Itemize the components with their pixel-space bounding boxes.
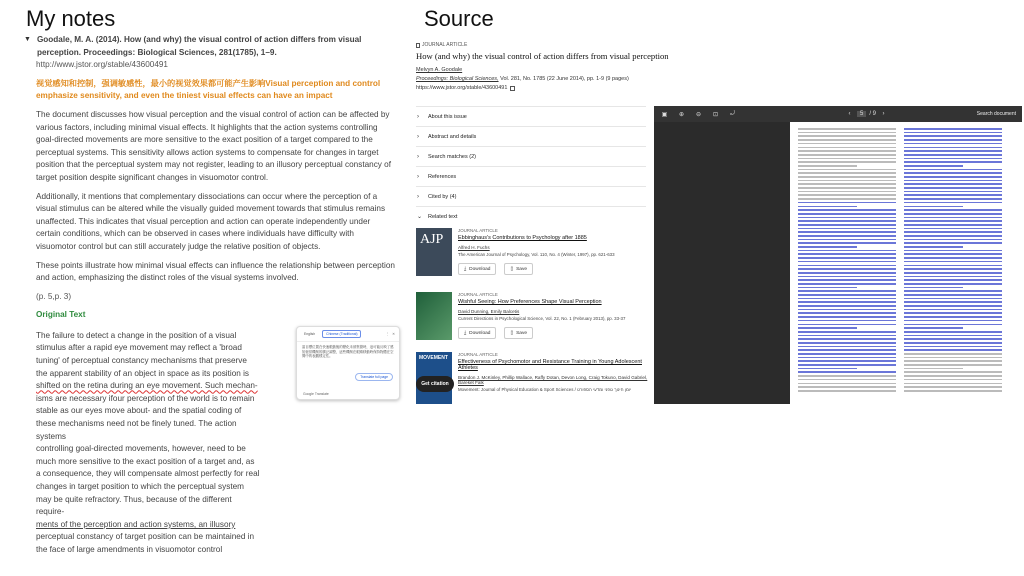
citation-text: Goodale, M. A. (2014). How (and why) the visual control of action differs from visual perception. Proceedings: Biological Sciences, 281(1785), 1–9. [36, 35, 362, 57]
pdf-text-line [904, 309, 1002, 311]
prev-page-icon[interactable]: ‹ [848, 111, 851, 117]
chevron-right-icon: › [417, 113, 419, 120]
bookmark-icon: ▯ [510, 330, 514, 336]
download-icon: ⤓ [464, 267, 467, 272]
sidebar-item-related-text[interactable] [416, 206, 646, 226]
original-line: a consequence, they will compensate almost perfectly for real [36, 469, 260, 479]
pdf-text-line [798, 342, 896, 344]
pdf-text-line [798, 316, 896, 318]
article-sidebar [416, 106, 646, 226]
pdf-text-line [904, 213, 1002, 215]
original-line: perceptual constancy of target position can be maintained in [36, 532, 255, 542]
original-line: these mechanisms need not be finely tuned. The action [36, 419, 237, 429]
pdf-text-line [798, 375, 896, 377]
page-number-input[interactable]: 5 [857, 111, 866, 117]
pdf-text-line [798, 231, 896, 233]
notes-heading: My notes [26, 6, 116, 31]
pdf-text-line [798, 169, 896, 171]
original-line: the face of large amendments in visuomotor control [36, 544, 223, 554]
pdf-text-line [798, 335, 896, 337]
pdf-text-line [798, 390, 896, 392]
notes-panel [24, 34, 396, 557]
pdf-text-line [904, 176, 1002, 178]
pdf-text-line [798, 250, 896, 252]
pdf-text-line [798, 158, 896, 160]
pdf-text-line [798, 180, 896, 182]
download-button[interactable] [458, 327, 496, 339]
pdf-text-line [798, 217, 896, 219]
translate-full-page-button[interactable]: Translate full page [355, 373, 393, 381]
pdf-text-line [904, 261, 1002, 263]
get-citation-button[interactable]: Get citation [416, 376, 454, 392]
zoom-in-icon[interactable]: ⊕ [678, 111, 685, 118]
pdf-text-line [798, 338, 896, 340]
pdf-text-line [798, 135, 896, 137]
pdf-text-column [798, 126, 896, 392]
pdf-text-line [798, 357, 896, 359]
original-line: systems [36, 431, 67, 441]
pdf-text-line [904, 224, 1002, 226]
pdf-text-line [904, 368, 963, 370]
pdf-text-line [904, 242, 1002, 244]
related-authors[interactable]: David Dunning, Emily Balcetis [458, 309, 520, 314]
sidebar-item-label: About this issue [428, 113, 467, 120]
pdf-text-line [798, 143, 896, 145]
related-title-link[interactable]: Wishful Seeing: How Preferences Shape Visual Perception [458, 299, 602, 305]
original-text-label: Original Text [36, 310, 86, 320]
pdf-text-line [798, 324, 896, 326]
document-icon [416, 43, 420, 48]
pdf-text-line [798, 239, 896, 241]
page-total: / 9 [869, 111, 877, 117]
pdf-text-line [798, 379, 896, 381]
original-line: require- [36, 507, 65, 517]
pdf-text-line [904, 290, 1002, 292]
pdf-text-line [904, 283, 1002, 285]
pdf-text-line [798, 287, 857, 289]
pdf-text-line [904, 220, 1002, 222]
pdf-text-line [798, 301, 896, 303]
pdf-text-line [904, 357, 1002, 359]
original-line: the apparent stability of an object in space as its position is [36, 368, 249, 378]
pdf-text-line [798, 246, 857, 248]
chevron-down-icon: ⌄ [417, 214, 423, 220]
pdf-text-column [904, 126, 1002, 392]
pdf-text-line [798, 198, 896, 200]
sidebar-item-search-matches[interactable] [416, 146, 646, 166]
pdf-text-line [904, 364, 1002, 366]
pdf-text-line [798, 346, 896, 348]
pdf-text-line [798, 183, 896, 185]
pdf-text-line [798, 265, 896, 267]
summary-paragraph: Additionally, it mentions that complementary dissociations can occur where the perception of a visual stimulus can be altered while the visually guided movement towards that stimulus remains unaffected. This indicates that visual perception and action can operate independently under certain conditions, which can be observed in cases where individuals have difficulty with visuomotor control but can still accurately judge the relative position of objects. [36, 191, 386, 251]
pdf-text-line [904, 268, 1002, 270]
pdf-text-line [798, 279, 896, 281]
pdf-text-line [798, 312, 896, 314]
pdf-text-line [798, 176, 896, 178]
pdf-text-line [798, 283, 896, 285]
pdf-text-line [904, 335, 1002, 337]
pdf-text-line [904, 209, 1002, 211]
pdf-text-line [904, 161, 1002, 163]
pdf-text-line [904, 135, 1002, 137]
article-header [416, 42, 669, 91]
pdf-text-line [904, 191, 1002, 193]
translate-popup [296, 326, 400, 400]
stable-url[interactable]: https://www.jstor.org/stable/43600491 [416, 85, 508, 91]
pdf-text-line [798, 309, 896, 311]
pdf-text-line [798, 290, 896, 292]
pdf-text-line [904, 331, 1002, 333]
pdf-text-line [798, 202, 896, 204]
pdf-text-line [798, 150, 896, 152]
pdf-text-line [798, 276, 896, 278]
pdf-text-line [798, 224, 896, 226]
pdf-text-line [904, 217, 1002, 219]
pdf-text-line [904, 194, 1002, 196]
close-icon[interactable]: ✕ [392, 332, 395, 336]
pdf-text-line [904, 231, 1002, 233]
more-icon[interactable]: ⋮ [385, 332, 390, 336]
original-line: ments of the perception and action systems, an illusory [36, 519, 236, 529]
pdf-text-line [904, 180, 1002, 182]
google-translate-label: Google Translate [303, 391, 329, 396]
pdf-text-line [798, 298, 896, 300]
search-document-input[interactable]: Search document [976, 111, 1016, 117]
pdf-text-line [798, 154, 896, 156]
pdf-text-line [904, 320, 1002, 322]
citation-link[interactable]: http://www.jstor.org/stable/43600491 [36, 60, 168, 70]
pdf-text-line [904, 265, 1002, 267]
related-source: Movement: Journal of Physical Education & Sport Sciences / יומן חינוך גופני ומדעי הספורט [458, 387, 632, 392]
tab-chinese-traditional[interactable]: Chinese (Traditional) [322, 330, 361, 338]
pdf-text-line [798, 128, 896, 130]
pdf-text-line [904, 187, 1002, 189]
pdf-text-line [904, 246, 963, 248]
pdf-text-line [904, 206, 963, 208]
pdf-text-line [798, 161, 896, 163]
bookmark-icon: ▯ [510, 266, 514, 272]
pdf-text-line [798, 235, 896, 237]
pdf-text-line [798, 349, 896, 351]
download-label: Download [469, 330, 491, 336]
download-button[interactable] [458, 263, 496, 275]
pdf-text-line [904, 250, 1002, 252]
journal-details: Vol. 281, No. 1785 (22 June 2014), pp. 1-9 (9 pages) [498, 76, 629, 82]
original-text [36, 330, 272, 557]
pdf-text-line [904, 183, 1002, 185]
rotate-icon[interactable]: ⤾ [730, 110, 735, 117]
pdf-text-line [904, 390, 1002, 392]
save-label: Save [516, 266, 528, 272]
pdf-text-line [798, 220, 896, 222]
original-line: stable as our eyes move about- and the spatial coding of [36, 406, 242, 416]
pdf-text-line [798, 272, 896, 274]
chevron-right-icon: › [417, 193, 419, 200]
sidebar-item-abstract[interactable] [416, 126, 646, 146]
translation-text: 當目標位置在快速眼動後的變化未被察覺時，這可能反映了感知恆常機制的廣泛調整，這些機制在眼睛移動時保持物體在空間中的表觀穩定性。 [302, 345, 394, 359]
pdf-viewer [654, 106, 1022, 404]
source-heading: Source [424, 6, 494, 31]
sidebar-item-label: References [428, 173, 457, 180]
pdf-text-line [798, 320, 896, 322]
original-line: controlling goal-directed movements, however, need to be [36, 444, 246, 454]
pdf-text-line [904, 316, 1002, 318]
pdf-text-line [904, 305, 1002, 307]
pdf-text-line [798, 165, 857, 167]
tab-english[interactable]: English [304, 332, 316, 336]
original-line: The failure to detect a change in the position of a visual [36, 330, 237, 340]
copy-icon[interactable] [510, 86, 515, 91]
zoom-out-icon[interactable]: ⊖ [695, 111, 702, 118]
pdf-text-line [904, 371, 1002, 373]
sidebar-item-cited-by[interactable] [416, 186, 646, 206]
related-source: Current Directions in Psychological Science, Vol. 22, No. 1 (February 2013), pp. 33-37 [458, 316, 626, 321]
pdf-text-line [904, 349, 1002, 351]
save-button[interactable] [504, 327, 533, 339]
journal-cover-thumbnail[interactable]: AJP [416, 228, 452, 276]
pdf-text-line [798, 257, 896, 259]
pdf-text-line [904, 228, 1002, 230]
related-source: The American Journal of Psychology, Vol. 110, No. 4 (Winter, 1997), pp. 621-633 [458, 252, 615, 257]
pdf-margin-strip [1014, 122, 1022, 404]
pdf-text-line [904, 257, 1002, 259]
chevron-right-icon: › [417, 153, 419, 160]
sidebar-item-label: Search matches (2) [428, 153, 476, 160]
pdf-text-line [904, 158, 1002, 160]
pdf-text-line [798, 383, 896, 385]
pdf-text-line [904, 272, 1002, 274]
sidebar-toggle-icon[interactable]: ▣ [661, 111, 668, 118]
pdf-text-line [904, 169, 1002, 171]
related-authors[interactable]: Alfred H. Fuchs [458, 245, 490, 250]
pdf-text-line [904, 154, 1002, 156]
summary-paragraph: These points illustrate how minimal visual effects can influence the relationship between perception and action, emphasizing the distinct roles of the visual systems involved. [36, 260, 395, 283]
pdf-text-line [798, 213, 896, 215]
pdf-text-line [798, 305, 896, 307]
pdf-text-line [798, 139, 896, 141]
pdf-text-line [904, 239, 1002, 241]
pdf-text-line [798, 172, 896, 174]
pdf-text-line [904, 353, 1002, 355]
pdf-text-line [904, 383, 1002, 385]
chevron-right-icon: › [417, 133, 419, 140]
pdf-text-line [904, 276, 1002, 278]
original-line: much more sensitive to the exact position of a target and, as [36, 456, 255, 466]
pdf-text-line [798, 331, 896, 333]
pdf-text-line [798, 386, 896, 388]
author-link[interactable]: Melvyn A. Goodale [416, 67, 463, 73]
pdf-text-line [904, 294, 1002, 296]
pdf-text-line [904, 379, 1002, 381]
original-line: tuning' of perceptual constancy mechanisms that preserve [36, 356, 247, 366]
download-icon: ⤓ [464, 331, 467, 336]
pdf-text-line [904, 312, 1002, 314]
pdf-text-line [798, 228, 896, 230]
pdf-text-line [904, 346, 1002, 348]
pdf-text-line [798, 194, 896, 196]
pdf-text-line [904, 327, 963, 329]
pdf-text-line [798, 132, 896, 134]
pdf-text-line [798, 253, 896, 255]
journal-cover-thumbnail[interactable]: MOVEMENT [416, 352, 452, 404]
pdf-text-line [904, 235, 1002, 237]
pdf-text-line [798, 268, 896, 270]
journal-info [416, 76, 656, 82]
pdf-text-line [904, 360, 1002, 362]
pdf-text-line [798, 261, 896, 263]
pdf-text-line [904, 202, 1002, 204]
pdf-text-line [798, 360, 896, 362]
related-authors[interactable]: Brandon J. McKinley, Phillip Wallace, Raffy Dotan, Devon Long, Craig Tokuno, David Gabriel, Bareket Falk [458, 375, 648, 385]
pdf-page [790, 122, 1014, 404]
pdf-text-line [904, 147, 1002, 149]
pdf-text-line [904, 298, 1002, 300]
pdf-toolbar [654, 106, 1022, 122]
pdf-text-line [904, 324, 1002, 326]
sidebar-item-about-issue[interactable] [416, 106, 646, 126]
pdf-text-line [798, 242, 896, 244]
pdf-text-line [798, 187, 896, 189]
pdf-text-line [904, 375, 1002, 377]
pdf-text-line [798, 294, 896, 296]
pdf-text-line [798, 353, 896, 355]
related-type: JOURNAL ARTICLE [458, 292, 498, 297]
pdf-text-line [798, 206, 857, 208]
pdf-text-line [904, 172, 1002, 174]
pdf-text-line [798, 209, 896, 211]
page-reference: (p. 5,p. 3) [36, 291, 72, 301]
pdf-text-line [904, 132, 1002, 134]
save-button[interactable] [504, 263, 533, 275]
journal-cover-thumbnail[interactable] [416, 292, 452, 340]
sidebar-item-label: Related text [428, 213, 458, 220]
original-line: stimulus after a rapid eye movement may reflect a 'broad [36, 343, 242, 353]
pdf-text-line [904, 143, 1002, 145]
related-title-link[interactable]: Effectiveness of Psychomotor and Resistance Training in Young Adolescent Athletes [458, 359, 642, 371]
pdf-text-line [798, 147, 896, 149]
original-line: may be quite refractory. Thus, because of the different [36, 494, 232, 504]
related-type: JOURNAL ARTICLE [458, 352, 498, 357]
related-type: JOURNAL ARTICLE [458, 228, 498, 233]
save-label: Save [516, 330, 528, 336]
collapse-caret-icon[interactable]: ▼ [24, 36, 31, 43]
pdf-text-line [798, 368, 857, 370]
journal-link[interactable]: Proceedings: Biological Sciences, [416, 76, 499, 82]
pdf-text-line [904, 198, 1002, 200]
original-line: isms are necessary ifour perception of the world is to remain [36, 393, 255, 403]
pdf-text-line [904, 386, 1002, 388]
chevron-right-icon: › [417, 173, 419, 180]
pdf-text-line [904, 342, 1002, 344]
pdf-text-line [798, 364, 896, 366]
fit-page-icon[interactable]: ⊡ [712, 111, 719, 118]
pdf-text-line [798, 371, 896, 373]
pdf-text-line [904, 301, 1002, 303]
pdf-text-line [904, 128, 1002, 130]
pdf-text-line [798, 191, 896, 193]
pdf-text-line [904, 253, 1002, 255]
download-label: Download [469, 266, 491, 272]
highlight-annotation: 视觉感知和控制，强调敏感性，最小的视觉效果都可能产生影响Visual perception and control emphasize sensitivity, and even the tiniest visual effects can have an impact [36, 78, 381, 101]
pdf-text-line [904, 279, 1002, 281]
pdf-text-line [904, 165, 963, 167]
original-line: shifted on the retina during an eye movement. Such mechan- [36, 381, 258, 391]
pdf-text-line [904, 287, 963, 289]
sidebar-item-label: Abstract and details [428, 133, 477, 140]
pdf-text-line [798, 327, 857, 329]
sidebar-item-label: Cited by (4) [428, 193, 457, 200]
original-line: changes in target position to which the perceptual system [36, 482, 244, 491]
article-title: How (and why) the visual control of action differs from visual perception [416, 51, 669, 61]
related-title-link[interactable]: Ebbinghaus's Contributions to Psychology after 1885 [458, 235, 587, 241]
pdf-text-line [904, 338, 1002, 340]
sidebar-item-references[interactable] [416, 166, 646, 186]
pdf-text-line [904, 150, 1002, 152]
journal-article-label: JOURNAL ARTICLE [422, 42, 468, 48]
summary-paragraph: The document discusses how visual perception and the visual control of action can be affected by various factors, including minimal visual effects. It highlights that the action systems controlling goal-directed movements are more sensitive to the exact position of a target compared to the perceptual systems. This sensitivity allows action systems to compensate for changes in target position that the perceptual system may not register, leading to an illusory perceptual constancy of target position despite significant changes in visuomotor control. [36, 109, 391, 182]
next-page-icon[interactable]: › [882, 111, 885, 117]
pdf-text-line [904, 139, 1002, 141]
